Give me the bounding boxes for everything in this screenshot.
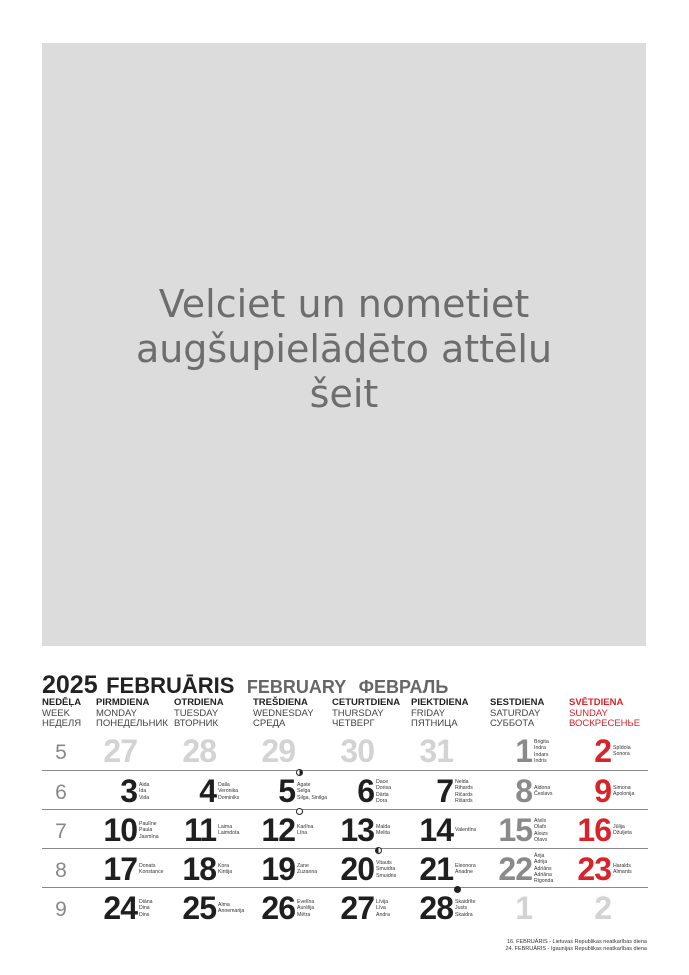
name-day: Konstance: [139, 869, 164, 876]
day-cell[interactable]: [253, 731, 331, 770]
day-cell[interactable]: [174, 731, 252, 770]
day-number: 4: [199, 773, 216, 809]
day-cell[interactable]: [332, 849, 410, 888]
day-cell[interactable]: [490, 771, 568, 810]
name-days: [455, 863, 495, 876]
day-cell[interactable]: [411, 810, 489, 849]
day-cell[interactable]: [411, 888, 489, 927]
day-number: 10: [103, 812, 137, 848]
name-day: Dominiks: [218, 794, 240, 801]
name-days: [376, 860, 416, 879]
day-number: 5: [278, 773, 295, 809]
name-days: [297, 899, 337, 918]
week-row: [42, 731, 648, 770]
name-days: [455, 827, 495, 833]
weekday-header: [253, 698, 314, 730]
day-cell[interactable]: [253, 888, 331, 927]
name-day: Agate: [297, 782, 311, 788]
name-days: [139, 863, 179, 876]
week-row: [42, 887, 648, 927]
name-day: Adriāna: [534, 871, 552, 878]
name-days: [139, 821, 179, 840]
day-number: 24: [103, 890, 137, 926]
name-day: Ričards: [455, 791, 473, 798]
photo-drop-zone[interactable]: [42, 43, 646, 646]
name-day: Dace: [376, 779, 389, 785]
name-day: Ārija: [534, 853, 545, 859]
day-number: 21: [419, 851, 453, 887]
name-day: Līna: [297, 830, 308, 837]
day-number: 31: [419, 733, 453, 769]
name-day: Jasmīna: [139, 833, 159, 840]
name-day: Aurēlija: [297, 905, 315, 912]
name-days: [376, 824, 416, 837]
name-day: Dina: [139, 905, 150, 912]
day-cell[interactable]: [569, 849, 647, 888]
weekday-header: [332, 698, 400, 730]
day-cell[interactable]: [253, 810, 331, 849]
day-cell[interactable]: [95, 849, 173, 888]
day-cell[interactable]: [95, 810, 173, 849]
day-number: 3: [120, 773, 137, 809]
name-day: Dārta: [376, 791, 389, 798]
footnotes: [505, 939, 647, 953]
day-cell[interactable]: [95, 888, 173, 927]
day-cell[interactable]: [332, 731, 410, 770]
week-row: [42, 770, 648, 810]
day-cell[interactable]: [174, 849, 252, 888]
week-row: [42, 848, 648, 888]
day-number: 29: [261, 733, 295, 769]
day-number: 23: [577, 851, 611, 887]
name-day: Kora: [218, 863, 229, 869]
header-ru: ПОНЕДЕЛЬНИК: [96, 718, 168, 729]
moon-phase-new-icon: [454, 886, 461, 893]
name-day: Ariadne: [455, 869, 473, 876]
name-days: [613, 863, 653, 876]
name-day: Rigonda: [534, 878, 554, 885]
name-day: Spīdola: [613, 745, 631, 751]
day-cell[interactable]: [411, 849, 489, 888]
header-en: THURSDAY: [332, 707, 384, 719]
name-day: Jūlija: [613, 824, 625, 830]
name-day: Justs: [455, 905, 468, 912]
weekday-header: [411, 698, 469, 730]
weekday-header: [42, 698, 81, 730]
day-cell[interactable]: [490, 888, 568, 927]
title-year: 2025: [42, 671, 98, 699]
moon-phase-first-icon: [296, 769, 303, 776]
header-lv: OTRDIENA: [174, 697, 224, 708]
name-day: Diāna: [139, 899, 153, 905]
moon-phase-last-icon: [375, 847, 382, 854]
week-number: 5: [55, 741, 67, 764]
footnote: 16. FEBRUĀRIS - Lietuvas Republikas neatkarības diena: [506, 939, 647, 945]
name-days: [613, 785, 653, 798]
name-day: Līvija: [376, 899, 389, 905]
day-number: 27: [103, 733, 137, 769]
day-number: 19: [261, 851, 295, 887]
weekday-header: [490, 698, 544, 730]
name-day: Laimdota: [218, 830, 240, 837]
name-day: Mētra: [297, 911, 311, 918]
name-day: Līva: [376, 905, 386, 912]
header-en: WEDNESDAY: [253, 707, 314, 719]
name-day: Skaidra: [455, 911, 473, 918]
name-days: [376, 779, 416, 804]
title-month-lv: FEBRUĀRIS: [106, 673, 235, 698]
name-day: Evelīna: [297, 899, 315, 905]
name-day: Silga, Sinilga: [297, 794, 327, 801]
name-day: Dora: [376, 797, 388, 804]
week-number: 8: [55, 859, 67, 882]
header-lv: PIRMDIENA: [96, 697, 150, 708]
name-day: Malda: [376, 824, 391, 830]
name-days: [139, 782, 179, 801]
footnote: 24. FEBRUĀRIS - Igaunijas Republikas neatkarības diena: [505, 946, 647, 952]
name-days: [455, 899, 495, 918]
name-day: Aldona: [534, 785, 551, 791]
name-days: [534, 739, 574, 764]
name-day: Alma: [218, 902, 230, 908]
day-number: 16: [577, 812, 611, 848]
name-day: Selga: [297, 788, 311, 795]
day-number: 27: [340, 890, 374, 926]
name-day: Almants: [613, 869, 632, 876]
name-day: Simona: [613, 785, 631, 791]
day-cell[interactable]: [174, 771, 252, 810]
header-ru: ЧЕТВЕРГ: [332, 718, 375, 729]
header-ru: НЕДЕЛЯ: [42, 718, 82, 729]
name-days: [218, 782, 258, 801]
name-day: Daila: [218, 782, 230, 788]
week-row: [42, 809, 648, 849]
day-cell[interactable]: [95, 771, 173, 810]
day-number: 18: [182, 851, 216, 887]
name-days: [613, 824, 653, 837]
name-day: Kintija: [218, 869, 233, 876]
name-day: Melita: [376, 830, 390, 837]
name-days: [218, 863, 258, 876]
name-day: Brigita: [534, 739, 549, 745]
name-days: [613, 745, 653, 758]
header-ru: ВОСКРЕСЕНЬЕ: [569, 718, 641, 729]
day-cell[interactable]: [174, 810, 252, 849]
weekday-header: [96, 698, 168, 730]
name-day: Olavs: [534, 836, 548, 843]
day-number: 2: [594, 733, 611, 769]
name-day: Indra: [534, 745, 546, 752]
day-cell[interactable]: [174, 888, 252, 927]
name-day: Adrija: [534, 859, 548, 866]
day-number: 12: [261, 812, 295, 848]
day-number: 28: [419, 890, 453, 926]
day-number: 9: [594, 773, 611, 809]
name-day: Annemarija: [218, 908, 245, 915]
name-day: Laima: [218, 824, 233, 830]
name-day: Indris: [534, 757, 547, 764]
day-number: 13: [340, 812, 374, 848]
name-days: [297, 782, 337, 801]
header-en: WEEK: [42, 707, 70, 719]
header-en: FRIDAY: [411, 707, 446, 719]
name-days: [534, 853, 574, 884]
header-en: TUESDAY: [174, 707, 219, 719]
title-month-en: FEBRUARY: [246, 677, 347, 697]
header-lv: TREŠDIENA: [253, 697, 308, 708]
header-lv: NEDĒĻA: [42, 697, 82, 708]
name-day: Aida: [139, 782, 150, 788]
header-lv: SESTDIENA: [490, 697, 545, 708]
name-days: [297, 824, 337, 837]
day-number: 1: [515, 733, 532, 769]
header-ru: СУББОТА: [490, 718, 535, 729]
name-days: [376, 899, 416, 918]
name-day: Vitauts: [376, 860, 392, 866]
name-day: Skaidrīte: [455, 899, 476, 905]
name-day: Zane: [297, 863, 309, 869]
day-cell[interactable]: [332, 771, 410, 810]
name-day: Džuljeta: [613, 830, 632, 837]
day-cell[interactable]: [95, 731, 173, 770]
week-number: 9: [55, 898, 67, 921]
weekday-header: [569, 698, 640, 730]
name-day: Donats: [139, 863, 156, 869]
day-cell[interactable]: [253, 849, 331, 888]
name-days: [218, 824, 258, 837]
day-cell[interactable]: [411, 731, 489, 770]
day-number: 30: [340, 733, 374, 769]
name-days: [139, 899, 179, 918]
day-cell[interactable]: [569, 810, 647, 849]
name-days: [455, 779, 495, 804]
name-day: Apolonija: [613, 791, 635, 798]
drop-zone-text: Velciet un nometiet augšupielādēto attēlu šeit: [135, 282, 553, 416]
name-day: Dins: [139, 911, 150, 918]
name-day: Ida: [139, 788, 147, 795]
day-cell[interactable]: [490, 849, 568, 888]
name-day: Veronika: [218, 788, 239, 795]
day-number: 8: [515, 773, 532, 809]
day-cell[interactable]: [332, 810, 410, 849]
name-day: Smuidra: [376, 866, 396, 873]
name-day: Andra: [376, 911, 390, 918]
day-cell[interactable]: [332, 888, 410, 927]
name-days: [534, 818, 574, 843]
day-cell[interactable]: [411, 771, 489, 810]
day-number: 20: [340, 851, 374, 887]
name-day: Indars: [534, 751, 549, 758]
header-lv: PIEKTDIENA: [411, 697, 469, 708]
name-day: Olafs: [534, 824, 547, 831]
header-ru: ПЯТНИЦА: [411, 718, 458, 729]
name-day: Česlavs: [534, 791, 553, 798]
name-day: Sonora: [613, 751, 630, 758]
name-day: Vida: [139, 794, 150, 801]
name-day: Smuidris: [376, 872, 397, 879]
day-number: 6: [357, 773, 374, 809]
name-day: Paulīne: [139, 821, 157, 827]
header-ru: ВТОРНИК: [174, 718, 219, 729]
day-number: 15: [498, 812, 532, 848]
day-number: 26: [261, 890, 295, 926]
day-cell[interactable]: [253, 771, 331, 810]
header-ru: СРЕДА: [253, 718, 286, 729]
name-day: Eleonora: [455, 863, 476, 869]
day-cell[interactable]: [569, 888, 647, 927]
week-number: 7: [55, 820, 67, 843]
day-number: 28: [182, 733, 216, 769]
moon-phase-full-icon: [296, 808, 303, 815]
name-day: Alvils: [534, 818, 547, 824]
day-cell[interactable]: [490, 810, 568, 849]
name-day: Aloizs: [534, 830, 548, 837]
day-number: 7: [436, 773, 453, 809]
day-number: 11: [184, 812, 216, 848]
header-en: MONDAY: [96, 707, 137, 719]
day-number: 17: [103, 851, 137, 887]
day-cell[interactable]: [490, 731, 568, 770]
day-number: 22: [498, 851, 532, 887]
name-days: [297, 863, 337, 876]
day-number: 14: [419, 812, 453, 848]
title-month-ru: ФЕВРАЛЬ: [358, 677, 449, 697]
name-day: Dorisa: [376, 785, 391, 792]
name-days: [534, 785, 574, 798]
header-lv: SVĒTDIENA: [569, 697, 624, 708]
name-day: Haralds: [613, 863, 631, 869]
name-day: Valentīns: [455, 827, 477, 833]
header-en: SUNDAY: [569, 707, 608, 719]
weekday-header: [174, 698, 224, 730]
name-day: Rihards: [455, 785, 473, 792]
day-cell[interactable]: [569, 731, 647, 770]
name-day: Nelda: [455, 779, 469, 785]
header-en: SATURDAY: [490, 707, 541, 719]
day-number: 25: [182, 890, 216, 926]
name-days: [218, 902, 258, 915]
day-number: 1: [515, 890, 532, 926]
day-cell[interactable]: [569, 771, 647, 810]
day-number: 2: [594, 890, 611, 926]
name-day: Adriāns: [534, 865, 552, 872]
name-day: Zuzanna: [297, 869, 318, 876]
week-number: 6: [55, 781, 67, 804]
name-day: Paula: [139, 827, 153, 834]
header-lv: CETURTDIENA: [332, 697, 401, 708]
name-day: Rišards: [455, 797, 473, 804]
name-day: Karlīna: [297, 824, 314, 830]
